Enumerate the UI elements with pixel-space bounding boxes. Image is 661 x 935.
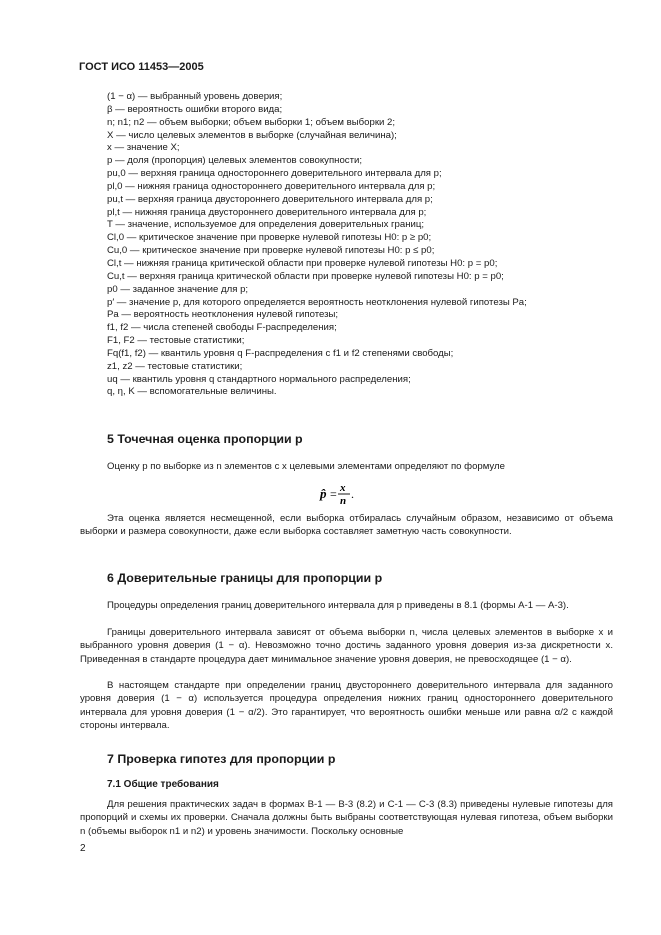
definition-item: f1, f2 — числа степеней свободы F-распределения; xyxy=(107,322,337,334)
section-6-paragraph-3: В настоящем стандарте при определении границ двустороннего доверительного интервала для заданного уровня доверия (1 − α) используется процедура определения нижних границ одностороннего доверительного интервала для уровня доверия (1 − α/2). Это гарантирует, что вероятность ошибки меньше или равна α/2 с каждой стороны интервала. xyxy=(80,680,613,731)
definition-item: Fq(f1, f2) — квантиль уровня q F-распределения с f1 и f2 степенями свободы; xyxy=(107,347,454,359)
definition-item: p′ — значение p, для которого определяется вероятность неотклонения нулевой гипотезы Pa; xyxy=(107,296,527,308)
definition-item: p0 — заданное значение для p; xyxy=(107,283,249,295)
definition-item: Cl,t — нижняя граница критической области при проверке нулевой гипотезы H0: p = p0; xyxy=(107,257,498,269)
definition-item: Cu,0 — критическое значение при проверке нулевой гипотезы H0: p ≤ p0; xyxy=(107,245,435,257)
formula-lhs: p̂ xyxy=(320,486,327,501)
section-5-title: 5 Точечная оценка пропорции p xyxy=(107,432,303,446)
definition-item: β — вероятность ошибки второго вида; xyxy=(107,103,283,115)
definition-item: pu,t — верхняя граница двустороннего доверительного интервала для p; xyxy=(107,193,433,205)
definition-item: F1, F2 — тестовые статистики; xyxy=(107,335,245,347)
definition-item: T — значение, используемое для определения доверительных границ; xyxy=(107,219,425,231)
formula-denominator: n xyxy=(340,495,347,507)
document-header: ГОСТ ИСО 11453—2005 xyxy=(79,61,204,73)
definition-item: (1 − α) — выбранный уровень доверия; xyxy=(107,91,283,102)
section-7-paragraph-1: Для решения практических задач в формах В-1 — В-3 (8.2) и С-1 — С-3 (8.3) приведены нулевые гипотезы для пропорций и схемы их проверки. Сначала должны быть выбраны соответствующая нулевая гипотеза, объем выборки n (объемы выборок n1 и n2) и уровень значимости. Поскольку основные xyxy=(80,799,613,837)
definition-item: pl,t — нижняя граница двустороннего доверительного интервала для p; xyxy=(107,206,427,218)
definition-item: x — значение X; xyxy=(107,142,180,154)
definition-item: p — доля (пропорция) целевых элементов совокупности; xyxy=(107,155,363,167)
definition-item: z1, z2 — тестовые статистики; xyxy=(107,360,243,372)
definition-item: pl,0 — нижняя граница одностороннего доверительного интервала для p; xyxy=(107,180,436,192)
page-number: 2 xyxy=(80,843,86,854)
section-6-paragraph-2: Границы доверительного интервала зависят от объема выборки n, числа целевых элементов в выборке x и выбранного уровня доверия (1 − α). Невозможно точно достичь заданного уровня доверия из-за дискретности x. Приведенная в стандарте процедура дает минимальное значение уровня доверия, не превосходящее (1 − α). xyxy=(80,627,613,665)
definition-item: Cu,t — верхняя граница критической области при проверке нулевой гипотезы H0: p = p0; xyxy=(107,270,504,282)
formula-numerator: x xyxy=(340,482,346,494)
definition-item: pu,0 — верхняя граница одностороннего доверительного интервала для p; xyxy=(107,168,442,180)
formula-eq: = xyxy=(330,487,337,501)
definition-item: uq — квантиль уровня q стандартного нормального распределения; xyxy=(107,373,411,385)
symbol-definitions xyxy=(107,91,607,399)
point-estimate-formula xyxy=(316,479,364,509)
formula-period: . xyxy=(351,487,354,501)
section-7-title: 7 Проверка гипотез для пропорции p xyxy=(107,752,336,766)
section-6-title: 6 Доверительные границы для пропорции p xyxy=(107,571,383,585)
definition-item: Cl,0 — критическое значение при проверке нулевой гипотезы H0: p ≥ p0; xyxy=(107,232,432,244)
definition-item: X — число целевых элементов в выборке (случайная величина); xyxy=(107,129,397,141)
section-5-text: Эта оценка является несмещенной, если выборка отбиралась случайным образом, независимо от объема выборки и размера совокупности, даже если выборка составляет заметную часть совокупности. xyxy=(80,513,613,538)
definition-item: Pa — вероятность неотклонения нулевой гипотезы; xyxy=(107,309,339,321)
definition-item: q, η, K — вспомогательные величины. xyxy=(107,386,277,398)
section-5-intro: Оценку p по выборке из n элементов с x целевыми элементами определяют по формуле xyxy=(107,461,505,472)
section-7-1-title: 7.1 Общие требования xyxy=(107,779,219,790)
section-6-paragraph-1: Процедуры определения границ доверительного интервала для p приведены в 8.1 (формы А-1 — А-3). xyxy=(107,600,569,611)
definition-item: n; n1; n2 — объем выборки; объем выборки 1; объем выборки 2; xyxy=(107,116,396,128)
